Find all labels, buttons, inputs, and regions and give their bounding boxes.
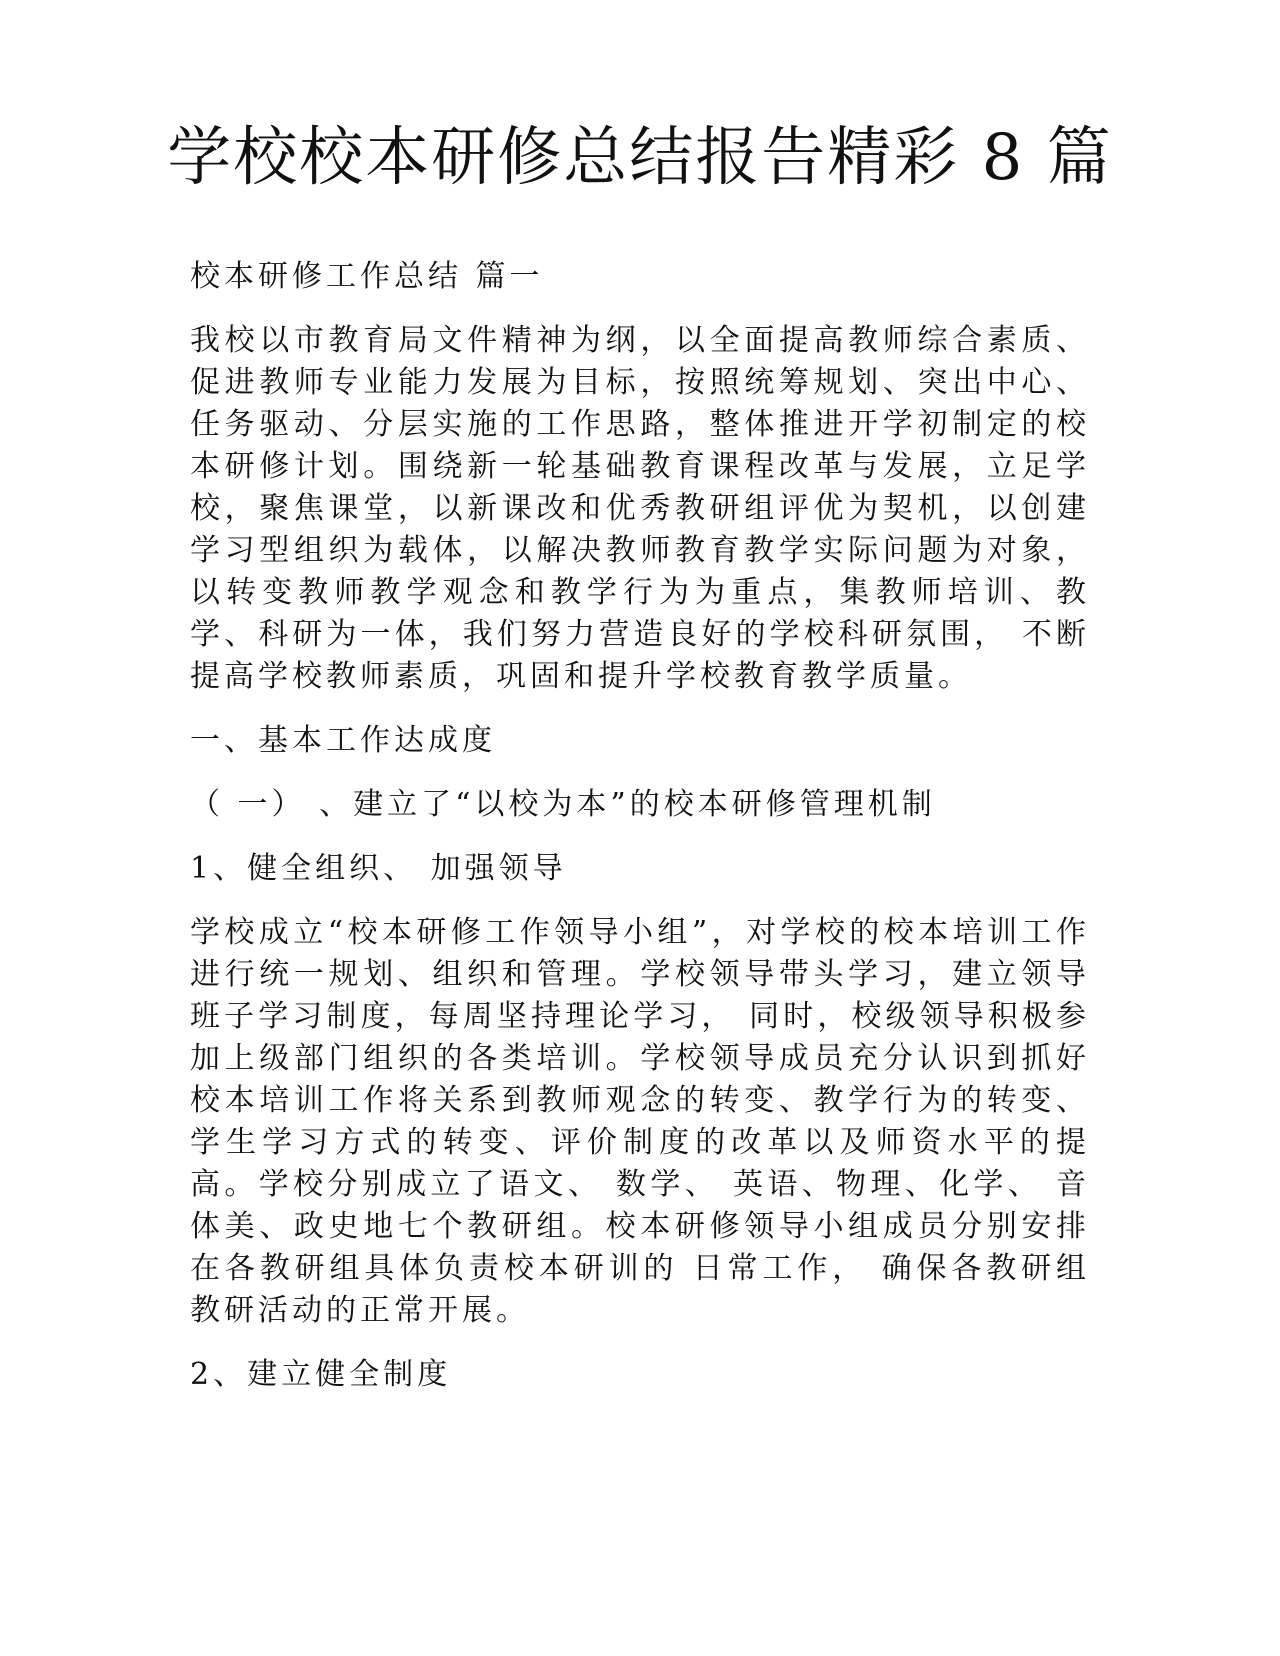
organization-paragraph: 学校成立“校本研修工作领导小组”，对学校的校本培训工作进行统一规划、组织和管理。学校领导带头学习，建立领导班子学习制度，每周坚持理论学习， 同时，校级领导积极参加上级部门组织的各类培训。学校领导成员充分认识到抓好校本培训工作将关系到教师观念的转变、教学行为的转变、学生学习方式的转变、评价制度的改革以及师资水平的提高。学校分别成立了语文、 数学、 英语、物理、化学、 音体美、政史地七个教研组。校本研修领导小组成员分别安排在各教研组具体负责校本研训的 日常工作， 确保各教研组教研活动的正常开展。	[190, 915, 1090, 1328]
document-body	[190, 256, 1090, 1418]
intro-paragraph: 我校以市教育局文件精神为纲，以全面提高教师综合素质、促进教师专业能力发展为目标，按照统筹规划、突出中心、任务驱动、分层实施的工作思路，整体推进开学初制定的校本研修计划。围绕新一轮基础教育课程改革与发展，立足学校，聚焦课堂，以新课改和优秀教研组评优为契机，以创建学习型组织为载体，以解决教师教育教学实际问题为对象，以转变教师教学观念和教学行为为重点，集教师培训、教学、科研为一体，我们努力营造良好的学校科研氛围， 不断提高学校教师素质，巩固和提升学校教育教学质量。	[190, 323, 1090, 694]
item-system: 2、建立健全制度	[190, 1357, 452, 1392]
item-organization: 1、健全组织、 加强领导	[190, 851, 567, 886]
heading-management-mechanism: （ 一） 、建立了“以校为本”的校本研修管理机制	[190, 787, 936, 822]
section-title: 校本研修工作总结 篇一	[190, 259, 544, 294]
heading-basic-work: 一、基本工作达成度	[190, 723, 496, 758]
document-title: 学校校本研修总结报告精彩 8 篇	[167, 121, 1113, 195]
